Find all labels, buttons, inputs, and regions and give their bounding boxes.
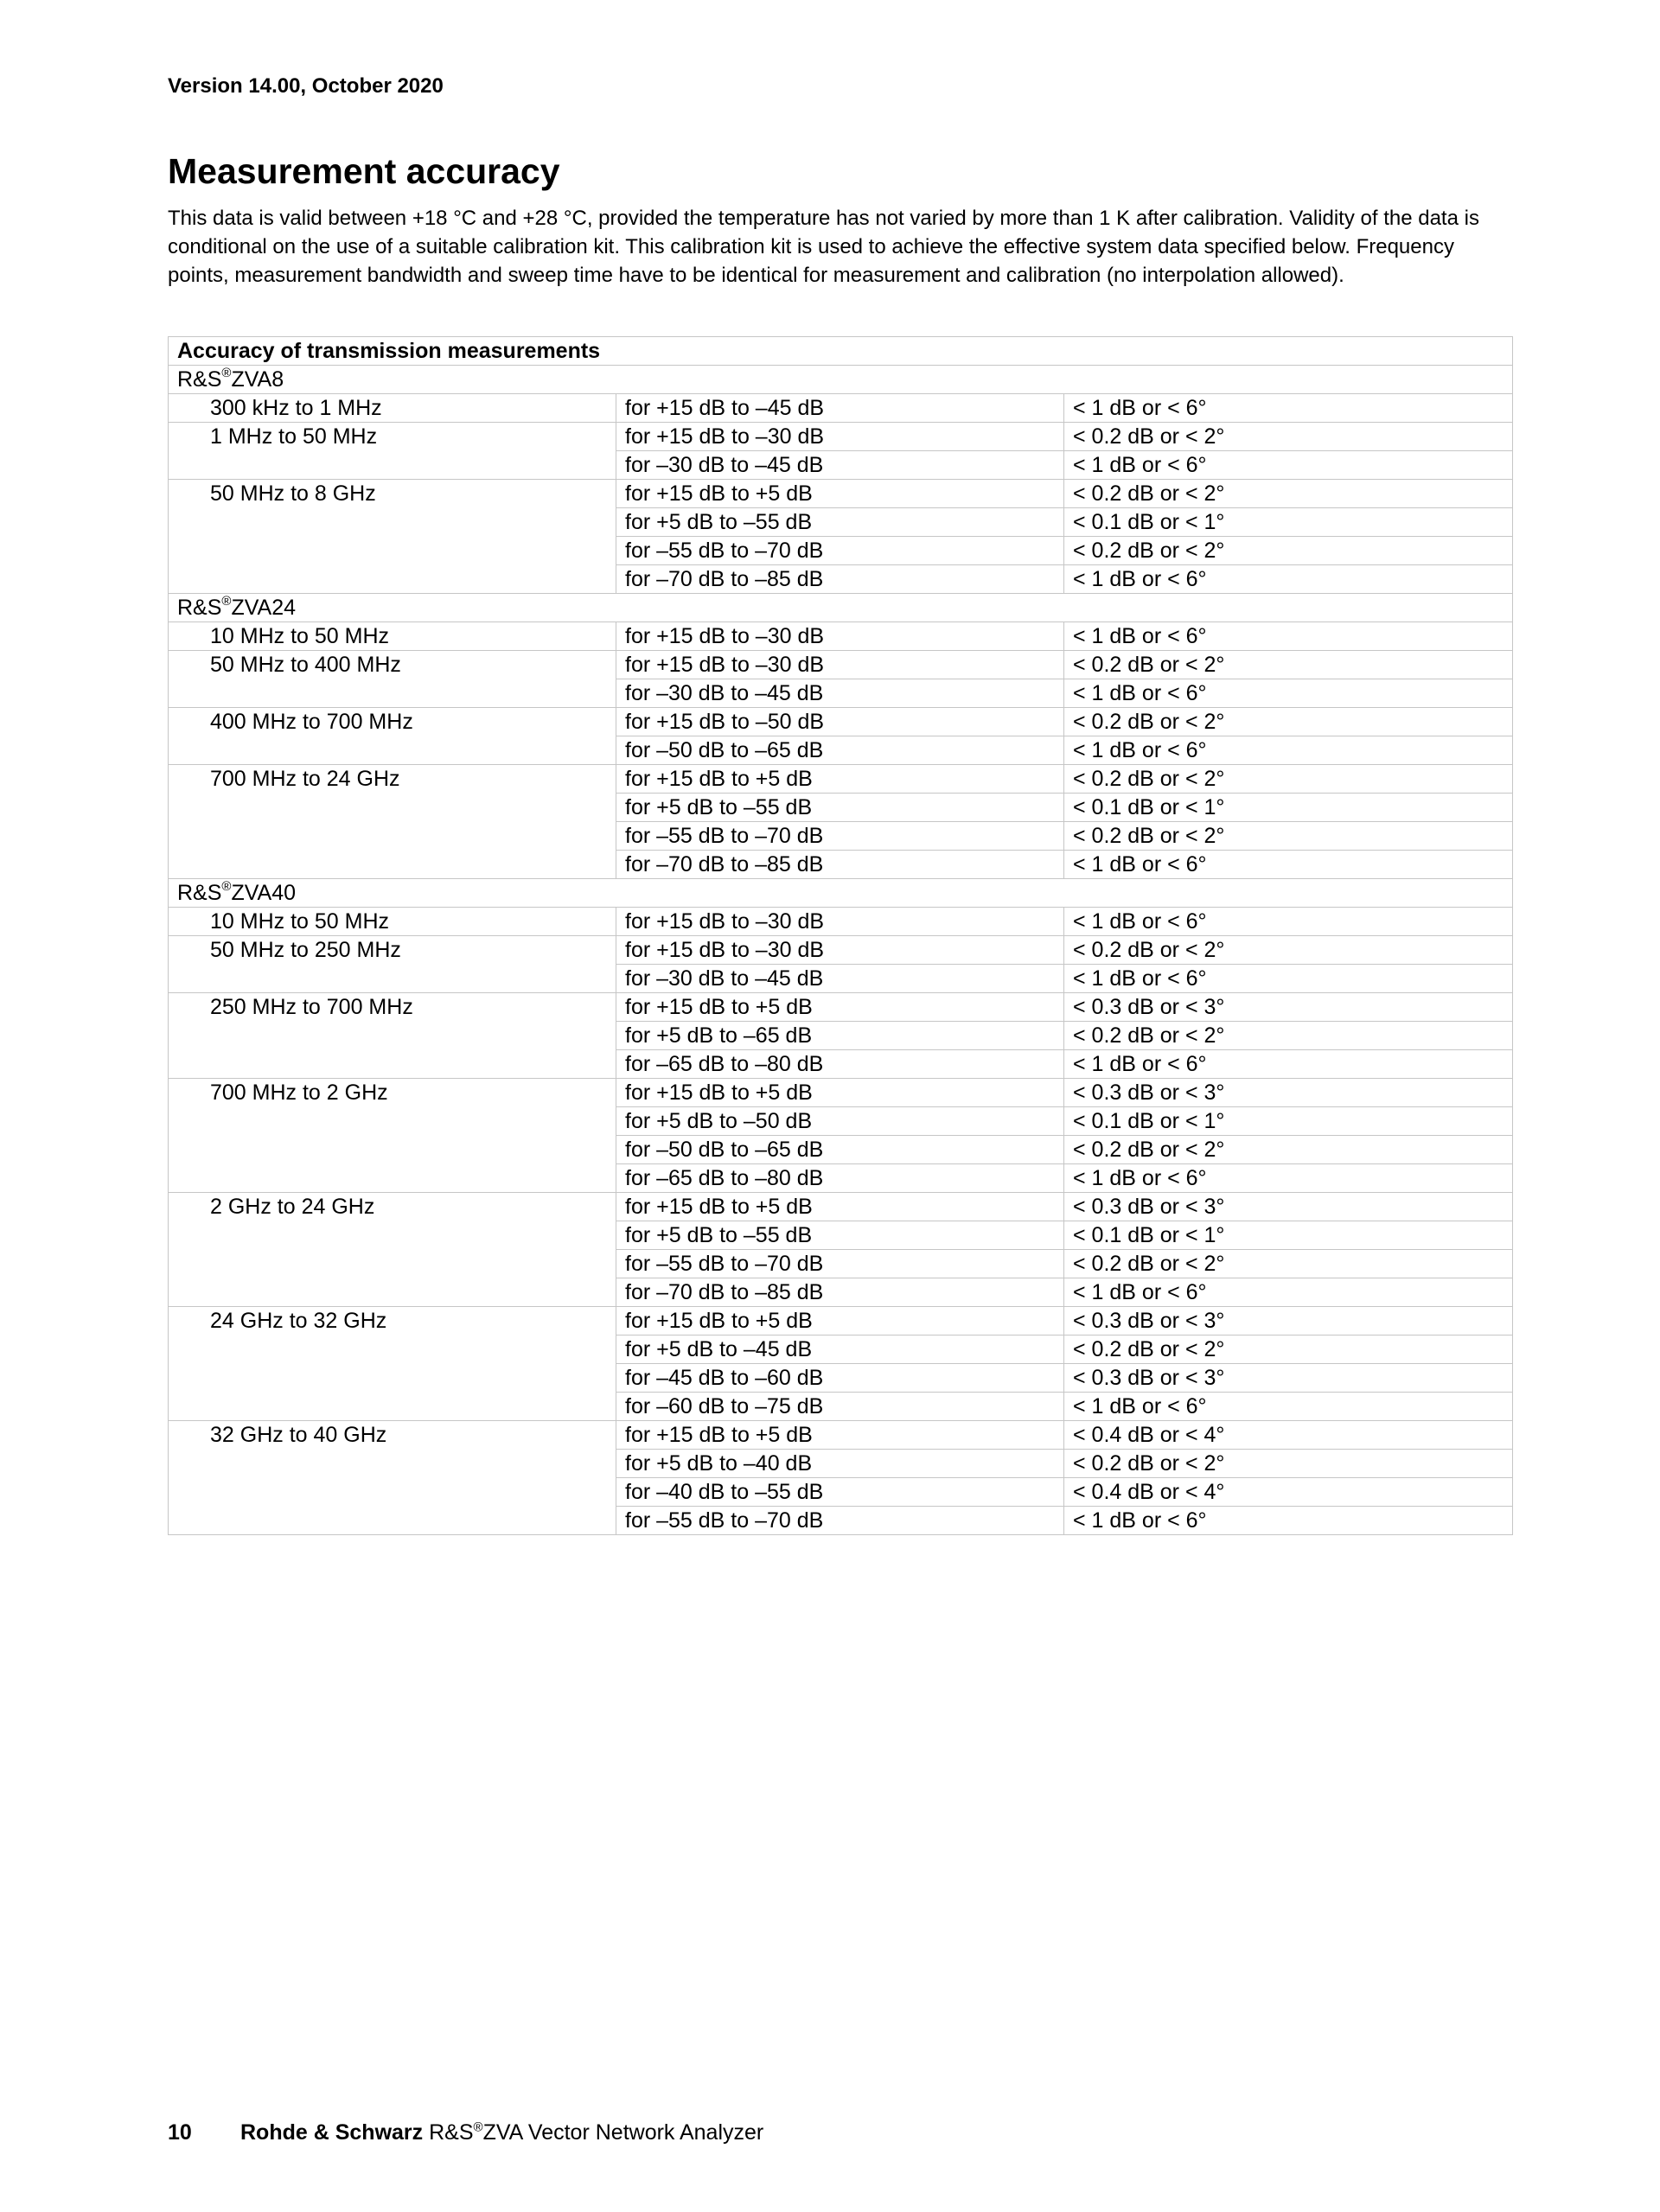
registered-mark: ® xyxy=(221,593,232,609)
table-row xyxy=(169,1307,1513,1335)
registered-mark: ® xyxy=(221,878,232,894)
accuracy-cell: < 0.1 dB or < 1° xyxy=(1064,508,1513,537)
frequency-range-cell: 50 MHz to 250 MHz xyxy=(169,936,616,993)
table-row xyxy=(169,765,1513,794)
level-range-cell: for –50 dB to –65 dB xyxy=(616,736,1064,765)
level-range-cell: for +5 dB to –50 dB xyxy=(616,1107,1064,1136)
accuracy-cell: < 1 dB or < 6° xyxy=(1064,565,1513,594)
accuracy-table xyxy=(168,336,1513,1535)
level-range-cell: for –55 dB to –70 dB xyxy=(616,822,1064,851)
level-range-cell: for –55 dB to –70 dB xyxy=(616,1507,1064,1535)
level-range-cell: for –50 dB to –65 dB xyxy=(616,1136,1064,1164)
accuracy-cell: < 0.2 dB or < 2° xyxy=(1064,1136,1513,1164)
frequency-range-cell: 1 MHz to 50 MHz xyxy=(169,423,616,480)
table-heading: Accuracy of transmission measurements xyxy=(169,337,1513,366)
table-row xyxy=(169,936,1513,965)
level-range-cell: for +15 dB to +5 dB xyxy=(616,765,1064,794)
accuracy-cell: < 0.2 dB or < 2° xyxy=(1064,1250,1513,1278)
frequency-range-cell: 700 MHz to 2 GHz xyxy=(169,1079,616,1193)
level-range-cell: for –65 dB to –80 dB xyxy=(616,1050,1064,1079)
table-row xyxy=(169,622,1513,651)
accuracy-cell: < 0.2 dB or < 2° xyxy=(1064,1450,1513,1478)
frequency-range-cell: 250 MHz to 700 MHz xyxy=(169,993,616,1079)
accuracy-cell: < 0.1 dB or < 1° xyxy=(1064,794,1513,822)
table-row xyxy=(169,1079,1513,1107)
model-row xyxy=(169,594,1513,622)
table-row xyxy=(169,394,1513,423)
level-range-cell: for –40 dB to –55 dB xyxy=(616,1478,1064,1507)
footer-brand: Rohde & Schwarz xyxy=(240,2120,424,2145)
accuracy-cell: < 0.2 dB or < 2° xyxy=(1064,936,1513,965)
accuracy-cell: < 0.3 dB or < 3° xyxy=(1064,1079,1513,1107)
level-range-cell: for –45 dB to –60 dB xyxy=(616,1364,1064,1393)
level-range-cell: for –65 dB to –80 dB xyxy=(616,1164,1064,1193)
level-range-cell: for –30 dB to –45 dB xyxy=(616,679,1064,708)
accuracy-cell: < 0.2 dB or < 2° xyxy=(1064,822,1513,851)
accuracy-table-body xyxy=(169,337,1513,1535)
table-row xyxy=(169,423,1513,451)
accuracy-cell: < 0.2 dB or < 2° xyxy=(1064,480,1513,508)
level-range-cell: for +15 dB to –30 dB xyxy=(616,622,1064,651)
frequency-range-cell: 10 MHz to 50 MHz xyxy=(169,622,616,651)
frequency-range-cell: 50 MHz to 8 GHz xyxy=(169,480,616,594)
frequency-range-cell: 10 MHz to 50 MHz xyxy=(169,908,616,936)
table-row xyxy=(169,651,1513,679)
level-range-cell: for –70 dB to –85 dB xyxy=(616,851,1064,879)
level-range-cell: for +15 dB to –30 dB xyxy=(616,651,1064,679)
footer-product-prefix: R&S xyxy=(429,2120,474,2145)
accuracy-cell: < 0.3 dB or < 3° xyxy=(1064,993,1513,1022)
document-version: Version 14.00, October 2020 xyxy=(168,74,444,98)
footer-product-name: ZVA Vector Network Analyzer xyxy=(482,2120,764,2145)
accuracy-cell: < 1 dB or < 6° xyxy=(1064,1507,1513,1535)
level-range-cell: for +5 dB to –65 dB xyxy=(616,1022,1064,1050)
model-row xyxy=(169,366,1513,394)
section-title: Measurement accuracy xyxy=(168,151,560,191)
model-prefix: R&S xyxy=(177,596,222,620)
frequency-range-cell: 2 GHz to 24 GHz xyxy=(169,1193,616,1307)
accuracy-cell: < 1 dB or < 6° xyxy=(1064,1164,1513,1193)
model-name-cell xyxy=(169,879,1513,908)
table-row xyxy=(169,480,1513,508)
accuracy-cell: < 0.2 dB or < 2° xyxy=(1064,708,1513,736)
accuracy-cell: < 1 dB or < 6° xyxy=(1064,1278,1513,1307)
model-name: ZVA8 xyxy=(231,367,284,392)
level-range-cell: for +15 dB to –30 dB xyxy=(616,423,1064,451)
level-range-cell: for +15 dB to +5 dB xyxy=(616,1079,1064,1107)
frequency-range-cell: 400 MHz to 700 MHz xyxy=(169,708,616,765)
accuracy-cell: < 0.3 dB or < 3° xyxy=(1064,1193,1513,1221)
accuracy-cell: < 1 dB or < 6° xyxy=(1064,679,1513,708)
level-range-cell: for +5 dB to –55 dB xyxy=(616,508,1064,537)
level-range-cell: for +15 dB to –45 dB xyxy=(616,394,1064,423)
accuracy-cell: < 1 dB or < 6° xyxy=(1064,1050,1513,1079)
model-name-cell xyxy=(169,366,1513,394)
table-row xyxy=(169,708,1513,736)
accuracy-cell: < 0.1 dB or < 1° xyxy=(1064,1107,1513,1136)
table-heading-row xyxy=(169,337,1513,366)
level-range-cell: for –30 dB to –45 dB xyxy=(616,451,1064,480)
level-range-cell: for +15 dB to +5 dB xyxy=(616,993,1064,1022)
accuracy-cell: < 1 dB or < 6° xyxy=(1064,908,1513,936)
frequency-range-cell: 32 GHz to 40 GHz xyxy=(169,1421,616,1535)
page-number: 10 xyxy=(168,2120,192,2145)
level-range-cell: for +15 dB to –30 dB xyxy=(616,936,1064,965)
accuracy-cell: < 0.4 dB or < 4° xyxy=(1064,1478,1513,1507)
level-range-cell: for –70 dB to –85 dB xyxy=(616,565,1064,594)
model-name: ZVA40 xyxy=(231,881,297,905)
accuracy-cell: < 0.4 dB or < 4° xyxy=(1064,1421,1513,1450)
footer-registered-mark: ® xyxy=(473,2120,483,2135)
model-name: ZVA24 xyxy=(231,596,297,620)
table-row xyxy=(169,908,1513,936)
accuracy-cell: < 1 dB or < 6° xyxy=(1064,622,1513,651)
level-range-cell: for –55 dB to –70 dB xyxy=(616,1250,1064,1278)
accuracy-cell: < 1 dB or < 6° xyxy=(1064,1393,1513,1421)
level-range-cell: for +5 dB to –45 dB xyxy=(616,1335,1064,1364)
table-row xyxy=(169,993,1513,1022)
level-range-cell: for +5 dB to –40 dB xyxy=(616,1450,1064,1478)
accuracy-cell: < 0.3 dB or < 3° xyxy=(1064,1307,1513,1335)
level-range-cell: for –70 dB to –85 dB xyxy=(616,1278,1064,1307)
accuracy-cell: < 1 dB or < 6° xyxy=(1064,851,1513,879)
level-range-cell: for –55 dB to –70 dB xyxy=(616,537,1064,565)
accuracy-cell: < 0.2 dB or < 2° xyxy=(1064,765,1513,794)
level-range-cell: for +15 dB to –50 dB xyxy=(616,708,1064,736)
page-footer xyxy=(168,2120,763,2145)
level-range-cell: for +5 dB to –55 dB xyxy=(616,794,1064,822)
level-range-cell: for +15 dB to –30 dB xyxy=(616,908,1064,936)
frequency-range-cell: 700 MHz to 24 GHz xyxy=(169,765,616,879)
level-range-cell: for +15 dB to +5 dB xyxy=(616,480,1064,508)
accuracy-cell: < 1 dB or < 6° xyxy=(1064,394,1513,423)
accuracy-cell: < 0.3 dB or < 3° xyxy=(1064,1364,1513,1393)
frequency-range-cell: 24 GHz to 32 GHz xyxy=(169,1307,616,1421)
accuracy-cell: < 0.2 dB or < 2° xyxy=(1064,1335,1513,1364)
accuracy-cell: < 0.2 dB or < 2° xyxy=(1064,1022,1513,1050)
accuracy-cell: < 0.1 dB or < 1° xyxy=(1064,1221,1513,1250)
accuracy-cell: < 1 dB or < 6° xyxy=(1064,451,1513,480)
level-range-cell: for +5 dB to –55 dB xyxy=(616,1221,1064,1250)
model-prefix: R&S xyxy=(177,881,222,905)
accuracy-cell: < 0.2 dB or < 2° xyxy=(1064,537,1513,565)
model-name-cell xyxy=(169,594,1513,622)
frequency-range-cell: 300 kHz to 1 MHz xyxy=(169,394,616,423)
accuracy-cell: < 0.2 dB or < 2° xyxy=(1064,423,1513,451)
level-range-cell: for +15 dB to +5 dB xyxy=(616,1421,1064,1450)
level-range-cell: for –30 dB to –45 dB xyxy=(616,965,1064,993)
table-row xyxy=(169,1193,1513,1221)
accuracy-cell: < 0.2 dB or < 2° xyxy=(1064,651,1513,679)
registered-mark: ® xyxy=(221,365,232,380)
level-range-cell: for +15 dB to +5 dB xyxy=(616,1307,1064,1335)
model-row xyxy=(169,879,1513,908)
level-range-cell: for –60 dB to –75 dB xyxy=(616,1393,1064,1421)
level-range-cell: for +15 dB to +5 dB xyxy=(616,1193,1064,1221)
accuracy-cell: < 1 dB or < 6° xyxy=(1064,965,1513,993)
model-prefix: R&S xyxy=(177,367,222,392)
accuracy-cell: < 1 dB or < 6° xyxy=(1064,736,1513,765)
section-intro: This data is valid between +18 °C and +28 °C, provided the temperature has not varied by more than 1 K after calibration. Validity of the data is conditional on the use of a suitable calibration kit. This calibration kit is used to achieve the effective system data specified below. Frequency points, measurement bandwidth and sweep time have to be identical for measurement and calibration (no interpolation allowed). xyxy=(168,207,1479,287)
table-row xyxy=(169,1421,1513,1450)
frequency-range-cell: 50 MHz to 400 MHz xyxy=(169,651,616,708)
